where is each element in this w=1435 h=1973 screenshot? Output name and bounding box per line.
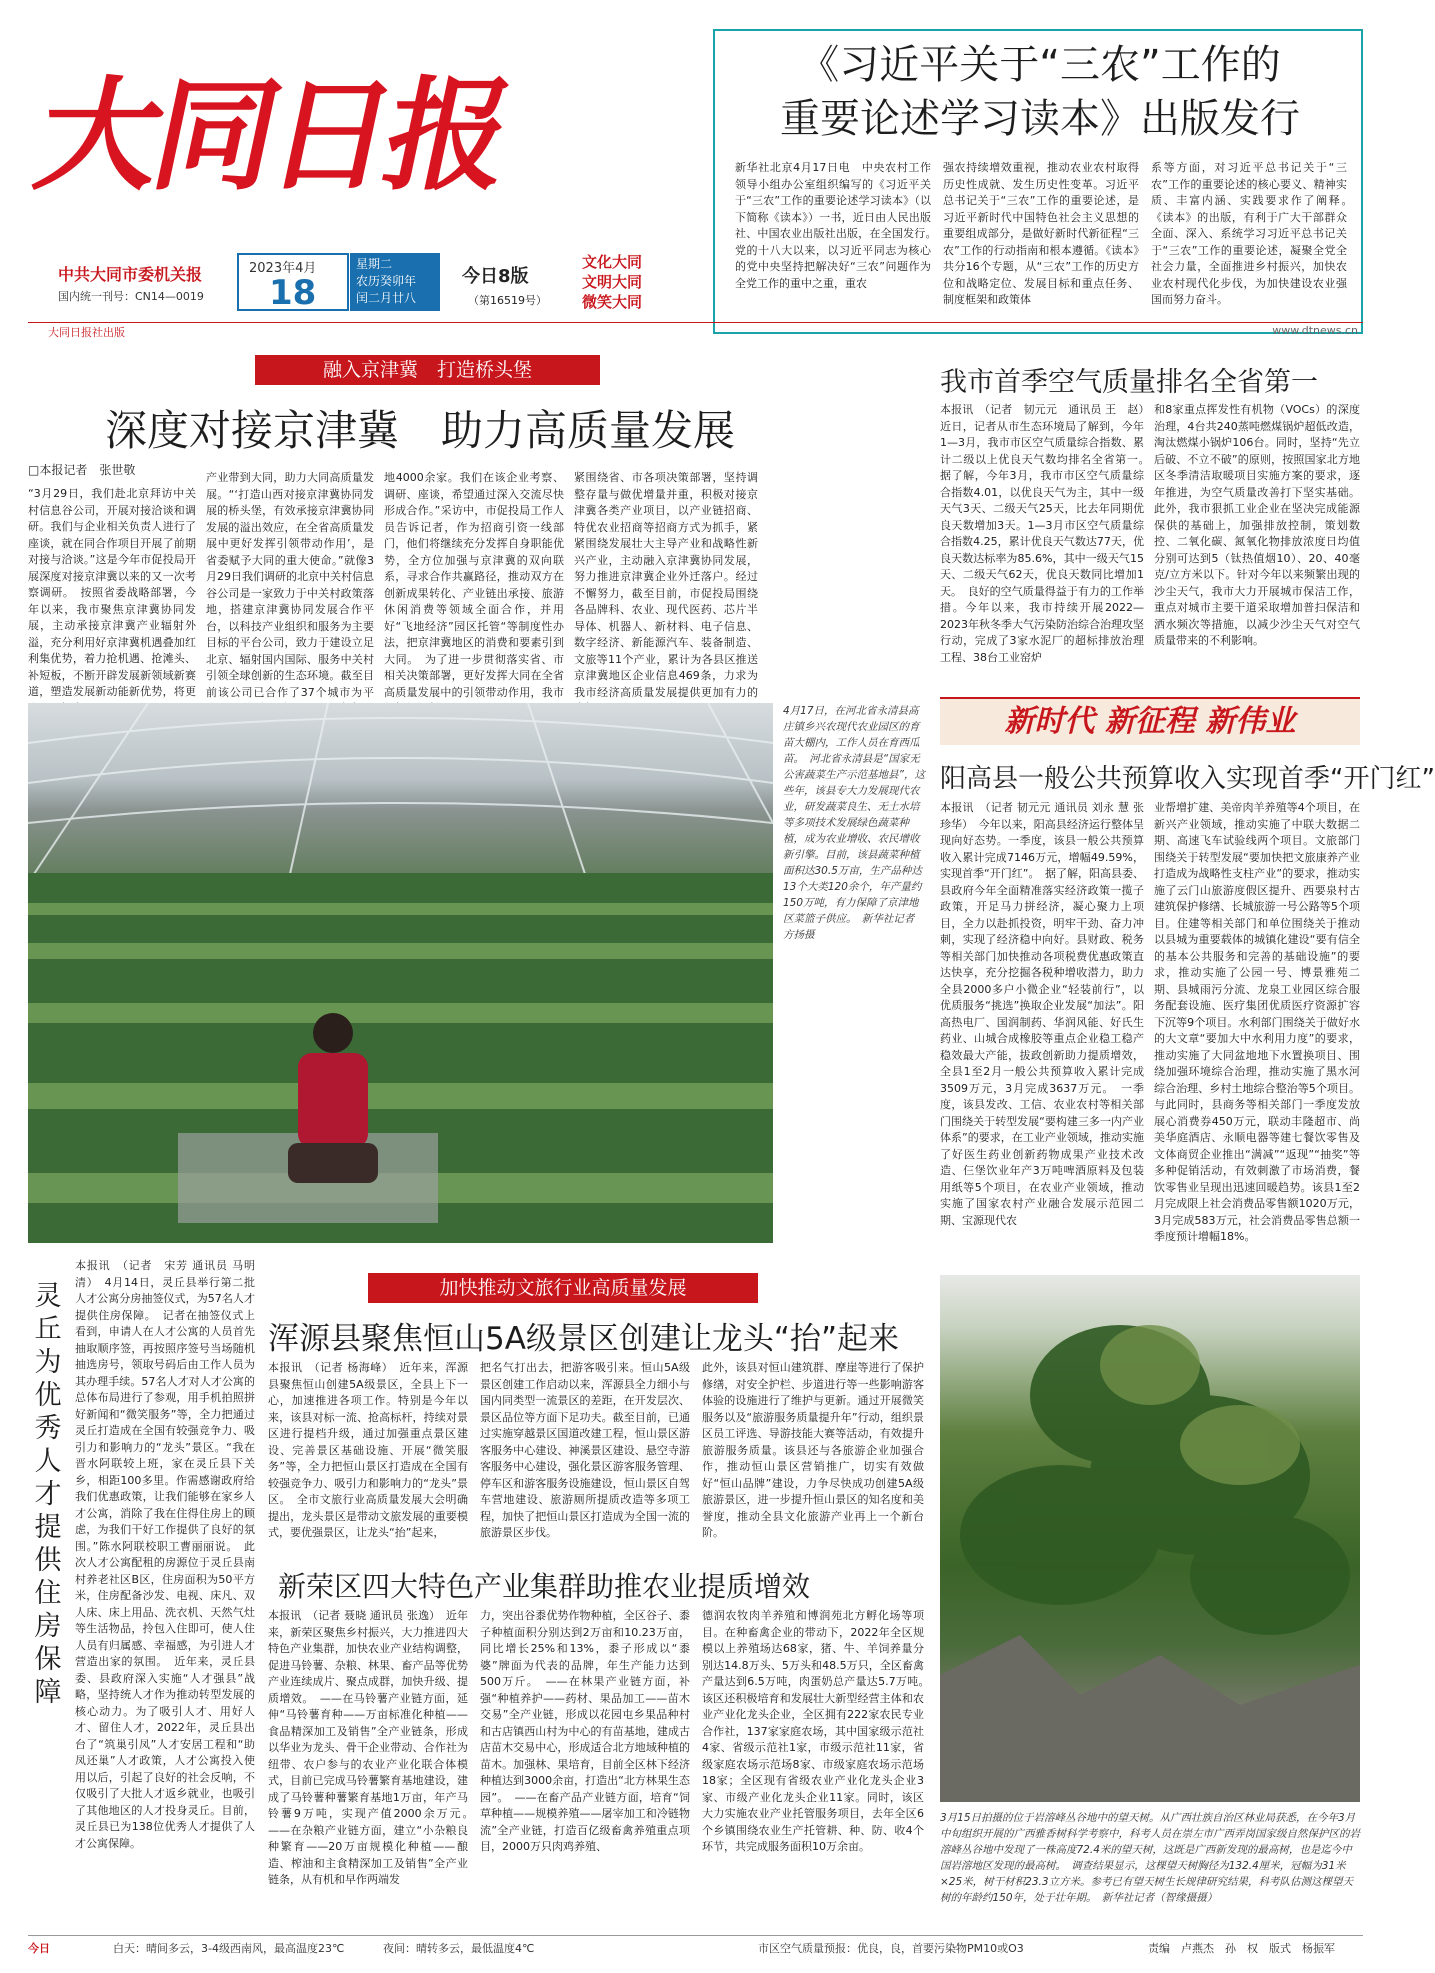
top-headline-line1: 《习近平关于“三农”工作的 <box>799 42 1281 88</box>
a6-col-3: 德润农牧肉羊养殖和博润苑北方孵化场等项目。在种畜禽企业的带动下，2022年全区规模以上养殖场达68家，猪、牛、羊饲养量分别达14.8万头、5万头和48.5万只，全区畜禽产量达到6.5万吨，肉蛋奶总产量达5.7万吨。 该区还积极培育和发展壮大新型经营主体和农业产业化龙头企业，全区拥有222家农民专业合作社，137家家庭农场，其中国家级示范社4家、省级示范社1家，市级示范社11家，省级家庭农场示范场8家、市级家庭农场示范场18家；全区现有省级农业产业化龙头企业3家、市级产业化龙头企业11家。同时，该区大力实施农业产业托管服务项目，去年全区6个乡镇围绕农业生产托管耕、种、防、收4个环节，共完成服务面积10万余亩。 <box>702 1609 935 1853</box>
motto-1: 文化大同 <box>582 253 643 271</box>
a4-vertical-headline[interactable]: 灵丘为优秀人才提供住房保障 <box>34 1281 62 1708</box>
a2-col-2: 和8家重点挥发性有机物（VOCs）的深度治理，4台共240蒸吨燃煤锅炉超低改造，淘汰燃煤小锅炉106台。同时，坚持“先立后破、不立不破”的原则，按照国家北方地区冬季清洁取暖项目实施方案的要求，逐年推进，为空气质量改善打下坚实基础。此外，我市狠抓工业企业在坚决完成能源保供的基础上，加强排放控制，策划数控、二氧化碳、氮氧化物排放浓度日均值分别可达到5（钛热值烟10）、20、40毫克/立方米以下。针对今年以来频繁出现的沙尘天气，我市大力开展城市保洁工作，重点对城市主要干道采取增加普扫保洁和洒水频次等措施，以减少沙尘天气对空气质量带来的不利影响。 <box>1154 403 1360 647</box>
greenhouse-photo <box>28 703 773 1243</box>
greenhouse-photo-art <box>28 703 773 1243</box>
top-headline[interactable] <box>735 38 1345 146</box>
lunar-year: 农历癸卯年 <box>356 274 417 288</box>
editions-count: 今日8版 <box>462 266 529 287</box>
date-day: 18 <box>269 273 317 313</box>
a1-headline[interactable]: 深度对接京津冀 助力高质量发展 <box>105 406 736 455</box>
motto-2: 文明大同 <box>582 273 643 291</box>
series-banner-text: 新时代 新征程 新伟业 <box>1004 704 1296 739</box>
a1-col-1: “3月29日，我们赴北京拜访中关村信息谷公司，开展对接洽谈和调研。我们与企业相关负责人进行了座谈，就在同合作项目开展了前期对接与洽谈。”这是今年市促投局开展深度对接京津冀以来的又一次考察调研。 按照省委战略部署，今年以来，我市聚焦京津冀协同发展，主动承接京津冀产业辐射外溢，充分利用好京津冀机遇叠加红利集优势，着力抢机遇、抢滩头、补短板，不断开辟发展新领域新赛道，塑造发展新动能新优势，将更 <box>28 487 196 698</box>
weekday-box <box>350 253 440 311</box>
lunar-day: 闰二月廿八 <box>356 291 417 305</box>
footer-today: 今日 <box>28 1942 50 1955</box>
newspaper-logo: 大同日报 <box>24 63 520 207</box>
a1-col-4: 紧围绕省、市各项决策部署，坚持调整存量与做优增量并重，积极对接京津冀各类产业项目，以产业链招商、特优农业招商等招商方式为抓手，紧紧围绕发展壮大主导产业和战略性新兴产业，主动融入京津冀协同发展，努力推进京津冀企业外迁落户。经过不懈努力，截至目前，市促投局围绕各品牌科、农业、现代医药、芯片半导体、机器人、新材料、电子信息、数字经济、新能源汽车、装备制造、文旅等11个产业，累计为各县区推送京津冀地区企业信息469条，力求为我市经济高质量发展提供更加有力的 <box>574 471 758 699</box>
header-rule <box>28 322 1363 336</box>
footer-weather-day: 白天：晴间多云，3-4级西南风，最高温度23℃ <box>113 1942 345 1955</box>
tree-photo-art <box>940 1275 1360 1802</box>
a2-col-1: 本报讯 （记者 韧元元 通讯员 王 赵） 近日，记者从市生态环境局了解到，今年1—3月，我市市区空气质量综合指数、累计二级以上优良天气数均排名全省第一。 据了解，今年3月，我市市区空气质量综合指数4.01，以优良天气为主，其中一级天气3天、二级天气25天，比去年同期优良天数增加3天。1—3月市区空气质量综合指数4.25，累计优良天气数达77天，优良天数达标率为85.6%，其中一级天气15天、二级天气62天，优良天数同比增加1天。 良好的空气质量得益于有力的工作举措。今年以来，我市持续开展2022—2023年秋冬季大气污染防治综合治理攻坚行动，完成了3家水泥厂的超标排放治理工程、38台工业窑炉 <box>940 403 1155 664</box>
issn: 国内统一刊号：CN14—0019 <box>58 290 204 303</box>
a5-kicker: 加快推动文旅行业高质量发展 <box>368 1273 758 1303</box>
a6-col-1: 本报讯 （记者 聂晓 通讯员 张逸） 近年来，新荣区聚焦乡村振兴，大力推进四大特色产业集群，加快农业产业结构调整，促进马铃薯、杂粮、林果、畜产品等优势产业连续成片、聚点成群，加快升级、提质增效。 ——在马铃薯产业链方面，延伸“马铃薯育种——万亩标准化种植——食品精深加工及销售”全产业链条，形成以华业为龙头、骨干企业带动、合作社为纽带、农户参与的农业产业化联合体模式，目前已完成马铃薯繁育基地建设，建成了马铃薯种薯繁育基地1万亩，年产马铃薯9万吨，实现产值2000余万元。 ——在杂粮产业链方面，建立“小杂粮良种繁育——20万亩规模化种植——酿造、榨油和主食精深加工及销售”全产业链条，从有机和早作两端发 <box>268 1609 479 1886</box>
top-col-1: 新华社北京4月17日电 中央农村工作领导小组办公室组织编写的《习近平关于“三农”工作的重要论述学习读本》（以下简称《读本》）一书，近日由人民出版社、中国农业出版社出版，在全国发行。 党的十八大以来，以习近平同志为核心的党中央坚持把解决好“三农”问题作为全党工作的重中之重，重农 <box>735 161 942 290</box>
a1-byline: □本报记者 张世敬 <box>28 463 136 477</box>
a4-col-1: 本报讯 （记者 宋芳 通讯员 马明清） 4月14日，灵丘县举行第二批人才公寓分房抽签仪式，为57名人才提供住房保障。 记者在抽签仪式上看到，申请人在人才公寓的人员首先抽取顺序签，再按照序签号当场随机抽选房号，领取号码后由工作人员为其办理手续。57名人才对人才公寓的总体布局进行了参观，用手机拍照拼好新闻和“微笑服务”等，全力把通过灵丘打造成在全国有较强竞争力、吸引力和影响力的“龙头”景区。“我在晋水阿联较上班，家在灵丘县下关乡，相距100多里。作需感谢政府给我们优惠政策，让我们能够在家乡人才公寓，消除了我在住得住房上的顾虑，为我们干好工作提供了良好的氛围。”陈水阿联校职工曹丽丽说。 此次人才公寓配租的房源位于灵丘县南村养老社区B区，住房面积为50平方米，住房配备沙发、电视、床凡、双人床、床上用品、洗衣机、天然气灶等生活物品，拎包入住即可，使人住人员有归属感、幸福感，为引进人才营造出家的氛围。 近年来，灵丘县委、县政府深入实施“人才强县”战略，坚持统人才作为推动转型发展的核心动力。为了吸引人才、用好人才、留住人才，2022年，灵丘县出台了“筑巢引凤”人才安居工程和“助凤还巢”人才政策，人才公寓投入使用以后，引起了良好的社会反响，不仅吸引了大批人才返乡就业，也吸引了其他地区的人才投身灵丘。目前，灵丘县已为138位优秀人才提供了人才公寓保障。 <box>75 1259 255 1850</box>
footer-weather-night: 夜间：晴转多云，最低温度4℃ <box>383 1942 535 1955</box>
photo2-caption: 3月15日拍摄的位于岩溶峰丛谷地中的望天树。从广西壮族自治区林业局获悉，在今年3月中旬组织开展的广西雅香树科学考察中，科考人员在崇左市广西弄岗国家级自然保护区的岩溶峰丛谷地中发现了一株高度72.4米的望天树，这既是广西新发现的最高树，也是迄今中国岩溶地区发现的最高树。 调查结果显示，这棵望天树胸径为132.4厘米，冠幅为31米×25米，树干材积23.3立方米。参考已有望天树生长规律研究结果，科考队估测这棵望天树的年龄约150年，处于壮年期。 新华社记者（智缘摄摄） <box>940 1812 1360 1904</box>
weekday: 星期二 <box>356 257 393 271</box>
a6-col-2: 力，突出谷黍优势作物种植，全区谷子、黍子种植面积分别达到2万亩和10.23万亩，同比增长25%和13%，黍子形成以“黍婆”牌面为代表的品牌，年生产能力达到500万斤。 ——在林果产业链方面，补强“种植养护——药材、果品加工——苗木交易”全产业链，形成以花园屯乡果品种村和古店镇西山村为中心的有苗基地，建成古店苗木交易中心，形成适合北方地域种植的苗木。加强林、果培育，目前全区林下经济种植达到3000余亩，打造出“北方林果生态园”。 ——在畜产品产业链方面，培育“饲草种植——规模养殖——屠宰加工和冷链物流”全产业链，打造百亿级畜禽养殖重点项目，2000万只肉鸡养殖、 <box>480 1609 690 1853</box>
a3-col-1: 本报讯 （记者 韧元元 通讯员 刘永 慧 张珍华） 今年以来，阳高县经济运行整体呈现向好态势。一季度，该县一般公共预算收入累计完成7146万元，增幅49.59%，实现首季“开门红”。 据了解，阳高县委、县政府今年全面精准落实经济政策一揽子政策，开足马力拼经济，凝心聚力上项目，全力以赴抓投资，明牢干劲、奋力冲刺，实现了经济稳中向好。县财政、税务等相关部门加快推动各项税费优惠政策直达快享，充分挖掘各税种增收潜力，助力全县2000多户小微企业“轻装前行”，以优质服务“挑选”换取企业发展“加法”。阳高热电厂、国润制药、华润风能、好氏生药业、山城合成橡胶等重点企业稳工稳产稳效最大产能，拔政创新助力提质增效，全县1至2月一般公共预算收入累计完成3509万元，3月完成3637万元。 一季度，该县发改、工信、农业农村等相关部门围绕关于转型发展“要构建三多一内产业体系”的要求，在工业产业领域，推动实施了好医生药业创新药物成果产业技术改造、仨堡饮业年产3万吨啤酒原料及包装用纸等5个项目，在农业产业领域，推动实施了国家农村产业融合发展示范园二期、宝源现代农 <box>940 801 1144 1227</box>
a1-col-2: 产业带到大同，助力大同高质量发展。“‘打造山西对接京津冀协同发展的桥头堡，有效承接京津冀协同发展的溢出效应，在全省高质量发展中更好发挥引领带动作用’，是省委赋予大同的重大使命。”就像3月29日我们调研的北京中关村信息谷公司是一家致力于中关村政策落地，搭建京津冀协同发展合作平台，以科技产业组织和服务为主要目标的平台公司，致力于建设立足北京、辐射国内国际、服务中关村引领全球创新的生态环境。截至目前该公司已合作了37个城市为平 <box>206 471 374 699</box>
top-headline-line2: 重要论述学习读本》出版发行 <box>780 96 1300 142</box>
top-col-2: 强农持续增效重视，推动农业农村取得历史性成就、发生历史性变革。习近平总书记关于“三农”工作的重要论述，是习近平新时代中国特色社会主义思想的重要组成部分，是做好新时代新征程“三农”工作的行动指南和根本遵循。《读本》共分16个专题，从“三农”工作的历史方位和战略定位、发展目标和重点任务、制度框架和政策体 <box>943 161 1139 306</box>
a1-col-3: 地4000余家。我们在该企业考察、调研、座谈，希望通过深入交流尽快形成合作。”采访中，市促投局工作人员告诉记者，作为招商引资一线部门，他们将继续充分发挥自身职能优势，全方位加强与京津冀的双向联系，寻求合作共赢路径，推动双方在创新成果转化、产业链出承接、旅游休闲消费等领域全面合作，并用好“飞地经济”园区托管“等制度性办法，把京津冀地区的消费和要素引到大同。 为了进一步贯彻落实省、市相关决策部署，更好发挥大同在全省高质量发展中的引领带动作用，我市 <box>384 471 564 699</box>
mottos <box>582 252 642 312</box>
a5-col-1: 本报讯 （记者 杨海峰） 近年来，浑源县聚焦恒山创建5A级景区，全县上下一心，加速推进各项工作。特别是今年以来，该县对标一流、抢高标杆，持续对景区进行提档升级，通过加强重点景区建设、完善景区基础设施、开展“微笑服务”等，全力把恒山景区打造成在全国有较强竞争力、吸引力和影响力的“龙头”景区。 全市文旅行业高质量发展大会明确提出，龙头景区是带动文旅发展的重要模式，要优强景区，让龙头“抬”起来， <box>268 1361 468 1539</box>
top-col-3: 系等方面，对习近平总书记关于“三农”工作的重要论述的核心要义、精神实质、丰富内涵、实践要求作了阐释。 《读本》的出版，有利于广大干部群众全面、深入、系统学习习近平总书记关于“三农”工作的重要论述，凝聚全党全社会力量，全面推进乡村振兴，加快农业农村现代化步伐，为加快建设农业强国而努力奋斗。 <box>1151 161 1358 306</box>
org-name: 中共大同市委机关报 <box>58 265 203 284</box>
issue-number: （第16519号） <box>468 294 547 307</box>
a3-headline[interactable]: 阳高县一般公共预算收入实现首季“开门红” <box>940 764 1435 794</box>
photo1-caption: 4月17日，在河北省永清县高庄镇乡兴农现代农业园区的育苗大棚内，工作人员在育西瓜苗。 河北省永清县是“国家无公害蔬菜生产示范基地县”，这些年，该县专大力发展现代农业，研发蔬菜良生、无土水培等多项技术发展绿色蔬菜种植，成为农业增收、农民增收新引擎。目前，该县蔬菜种植面积达30.5万亩，生产品种达13个大类120余个，年产量约150万吨，有力保障了京津地区菜篮子供应。 新华社记者 方扬摄 <box>783 705 925 941</box>
footer-aqi: 市区空气质量预报：优良，良，首要污染物PM10或O3 <box>758 1942 1024 1955</box>
a5-headline[interactable]: 浑源县聚焦恒山5A级景区创建让龙头“抬”起来 <box>268 1321 900 1357</box>
a5-col-3: 此外，该县对恒山建筑群、摩崖等进行了保护修缮，对安全护栏、步道进行等一些影响游客体验的设施进行了维护与更新。通过开展微笑服务以及“旅游服务质量提升年”行动，组织景区员工评选、导游技能大赛等活动，有效提升旅游服务质量。该县还与各旅游企业加强合作，推动恒山景区营销推广，切实有效做好“恒山品牌”建设，力争尽快成功创建5A级旅游景区，进一步提升恒山景区的知名度和美誉度，推动全县文化旅游产业再上一个新台阶。 <box>702 1361 924 1539</box>
a5-col-2: 把名气打出去，把游客吸引来。恒山5A级景区创建工作启动以来，浑源县全力细小与国内同类型一流景区的差距，在开发层次、景区品位等方面下足功夫。截至目前，已通过实施穿越景区国道改建工程，恒山景区游客服务中心建设、神溪景区建设、悬空寺游客服务中心建设，强化景区游客服务管理、停车区和游客服务设施建设，恒山景区自驾车营地建设、旅游厕所提质改造等多项工程，加快了把恒山景区打造成为全国一流的旅游景区步伐。 <box>480 1361 690 1539</box>
publisher: 大同日报社出版 <box>48 326 125 339</box>
a3-col-2: 业帮增扩建、美帝肉羊养殖等4个项目，在新兴产业领域，推动实施了中联大数据二期、高速飞车试验线两个项目。文旅部门围绕关于转型发展“要加快把文旅康养产业打造成为战略性支柱产业”的要求，推动实施了云门山旅游度假区提升、西要泉村古建筑保护修缮、长城旅游一号公路等5个项目。住建等相关部门和单位围绕关于推动以县城为重要载体的城镇化建设“要有信全的基本公共服务和完善的基础设施”的要求，推动实施了公园一号、博景雅苑二期、县城雨污分流、龙泉工业园区综合服务配套设施、医疗集团优质医疗资源扩容下沉等9个项目。水利部门围绕关于做好水的大文章“要加大中水利用力度”的要求，推动实施了大同盆地地下水置换项目、围绕加强环境综合治理，推动实施了黑水河综合治理、乡村土地综合整治等5个项目。与此同时，县商务等相关部门一季度发放展心消费券450万元，联动丰隆超市、尚美华庭酒店、永顺电器等建七餐饮零售及文体商贸企业推出“满减”“返现”“抽奖”等多种促销活动，有效刺激了市场消费，餐饮零售业呈现出迅速回暖趋势。该县1至2月完成限上社会消费品零售额1020万元，3月完成583万元，社会消费品零售总额一季度预计增幅18%。 <box>1154 801 1360 1243</box>
masthead-logo <box>24 40 640 230</box>
footer-staff: 责编 卢燕杰 孙 权 版式 杨振军 <box>1148 1942 1335 1955</box>
a6-headline[interactable]: 新荣区四大特色产业集群助推农业提质增效 <box>278 1570 811 1603</box>
series-banner <box>940 697 1360 745</box>
a2-headline[interactable]: 我市首季空气质量排名全省第一 <box>940 367 1318 398</box>
date-year-month: 2023年4月 <box>249 261 317 276</box>
website[interactable]: www.dtnews.cn <box>1272 324 1358 337</box>
tree-photo <box>940 1275 1360 1802</box>
footer <box>28 1935 1363 1957</box>
a1-kicker: 融入京津冀 打造桥头堡 <box>255 355 600 385</box>
motto-3: 微笑大同 <box>582 293 643 311</box>
date-box <box>237 253 349 311</box>
